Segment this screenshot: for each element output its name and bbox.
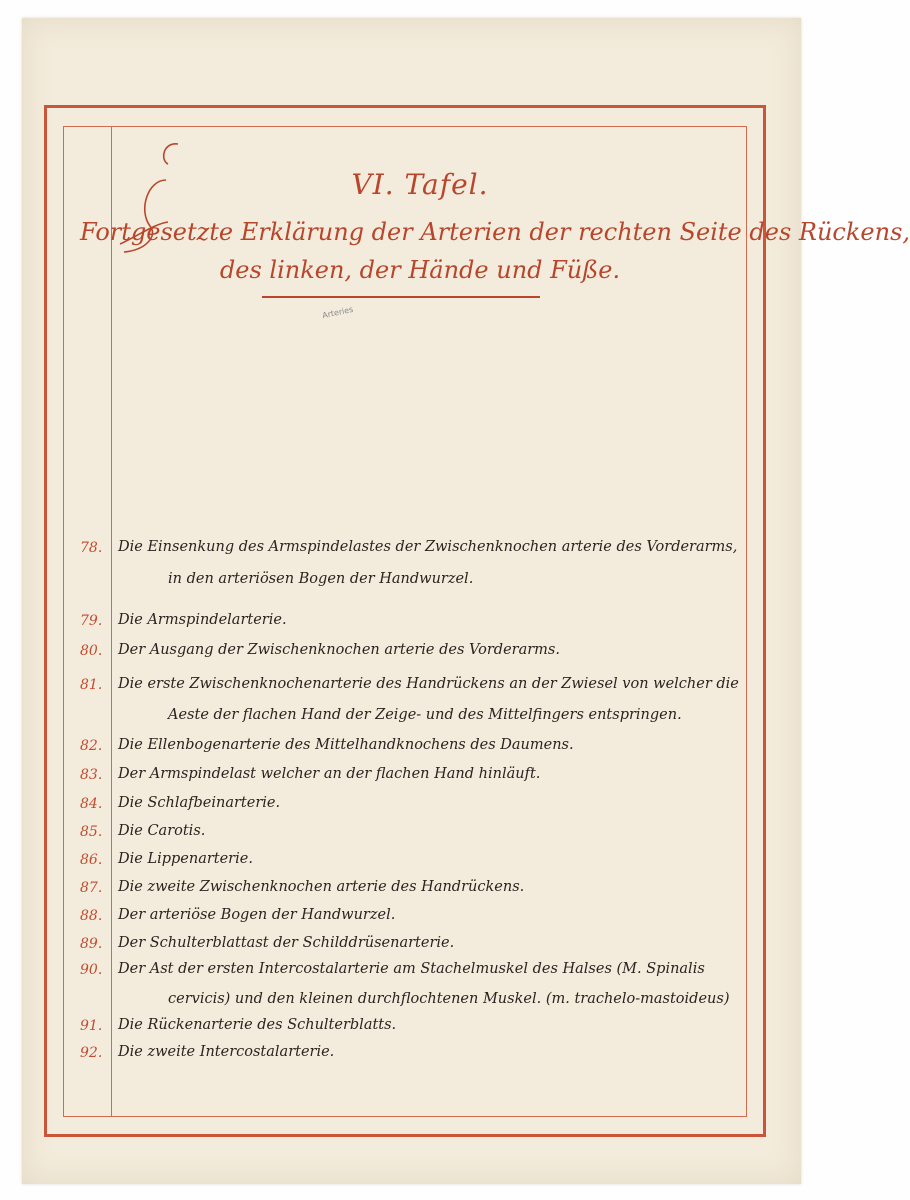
entry-number: 91. bbox=[80, 1018, 103, 1034]
entry-number: 80. bbox=[80, 643, 103, 659]
entry-text-continuation: in den arteriösen Bogen der Handwurzel. bbox=[168, 571, 474, 587]
entry-number: 85. bbox=[80, 824, 103, 840]
title-underline bbox=[262, 296, 540, 298]
entry-text: Die Ellenbogenarterie des Mittelhandknochens des Daumens. bbox=[118, 737, 574, 753]
entry-text: Die Armspindelarterie. bbox=[118, 612, 287, 628]
entry-number: 88. bbox=[80, 908, 103, 924]
entry-text: Die Schlafbeinarterie. bbox=[118, 795, 281, 811]
entry-text: Die erste Zwischenknochenarterie des Handrückens an der Zwiesel von welcher die bbox=[118, 676, 739, 692]
entry-text: Die Rückenarterie des Schulterblatts. bbox=[118, 1017, 397, 1033]
entry-number: 82. bbox=[80, 738, 103, 754]
entry-number: 86. bbox=[80, 852, 103, 868]
entry-text: Der Ausgang der Zwischenknochen arterie des Vorderarms. bbox=[118, 642, 560, 658]
entry-text: Die zweite Intercostalarterie. bbox=[118, 1044, 335, 1060]
entry-number: 90. bbox=[80, 962, 103, 978]
entry-number: 78. bbox=[80, 540, 103, 556]
entry-text: Der Armspindelast welcher an der flachen Hand hinläuft. bbox=[118, 766, 541, 782]
entry-number: 92. bbox=[80, 1045, 103, 1061]
plate-number: VI. Tafel. bbox=[351, 168, 489, 201]
entry-text: Die Lippenarterie. bbox=[118, 851, 253, 867]
title-line-2: des linken, der Hände und Füße. bbox=[219, 256, 621, 284]
entry-text-continuation: Aeste der flachen Hand der Zeige- und des Mittelfingers entspringen. bbox=[168, 707, 682, 723]
entry-text: Die zweite Zwischenknochen arterie des Handrückens. bbox=[118, 879, 525, 895]
entry-text: Der Schulterblattast der Schilddrüsenarterie. bbox=[118, 935, 455, 951]
pencil-annotation: Arteries bbox=[321, 304, 355, 321]
entry-number: 87. bbox=[80, 880, 103, 896]
title-line-1: Fortgesetzte Erklärung der Arterien der rechten Seite des Rückens, bbox=[80, 218, 910, 246]
entry-number: 89. bbox=[80, 936, 103, 952]
entry-text: Die Carotis. bbox=[118, 823, 206, 839]
entry-number: 84. bbox=[80, 796, 103, 812]
entry-text: Der arteriöse Bogen der Handwurzel. bbox=[118, 907, 396, 923]
entry-text: Die Einsenkung des Armspindelastes der Zwischenknochen arterie des Vorderarms, bbox=[118, 539, 738, 555]
entry-text-continuation: cervicis) und den kleinen durchflochtenen Muskel. (m. trachelo-mastoideus) bbox=[168, 991, 730, 1007]
entry-text: Der Ast der ersten Intercostalarterie am Stachelmuskel des Halses (M. Spinalis bbox=[118, 961, 705, 977]
entry-number: 79. bbox=[80, 613, 103, 629]
entry-number: 83. bbox=[80, 767, 103, 783]
entry-number: 81. bbox=[80, 677, 103, 693]
